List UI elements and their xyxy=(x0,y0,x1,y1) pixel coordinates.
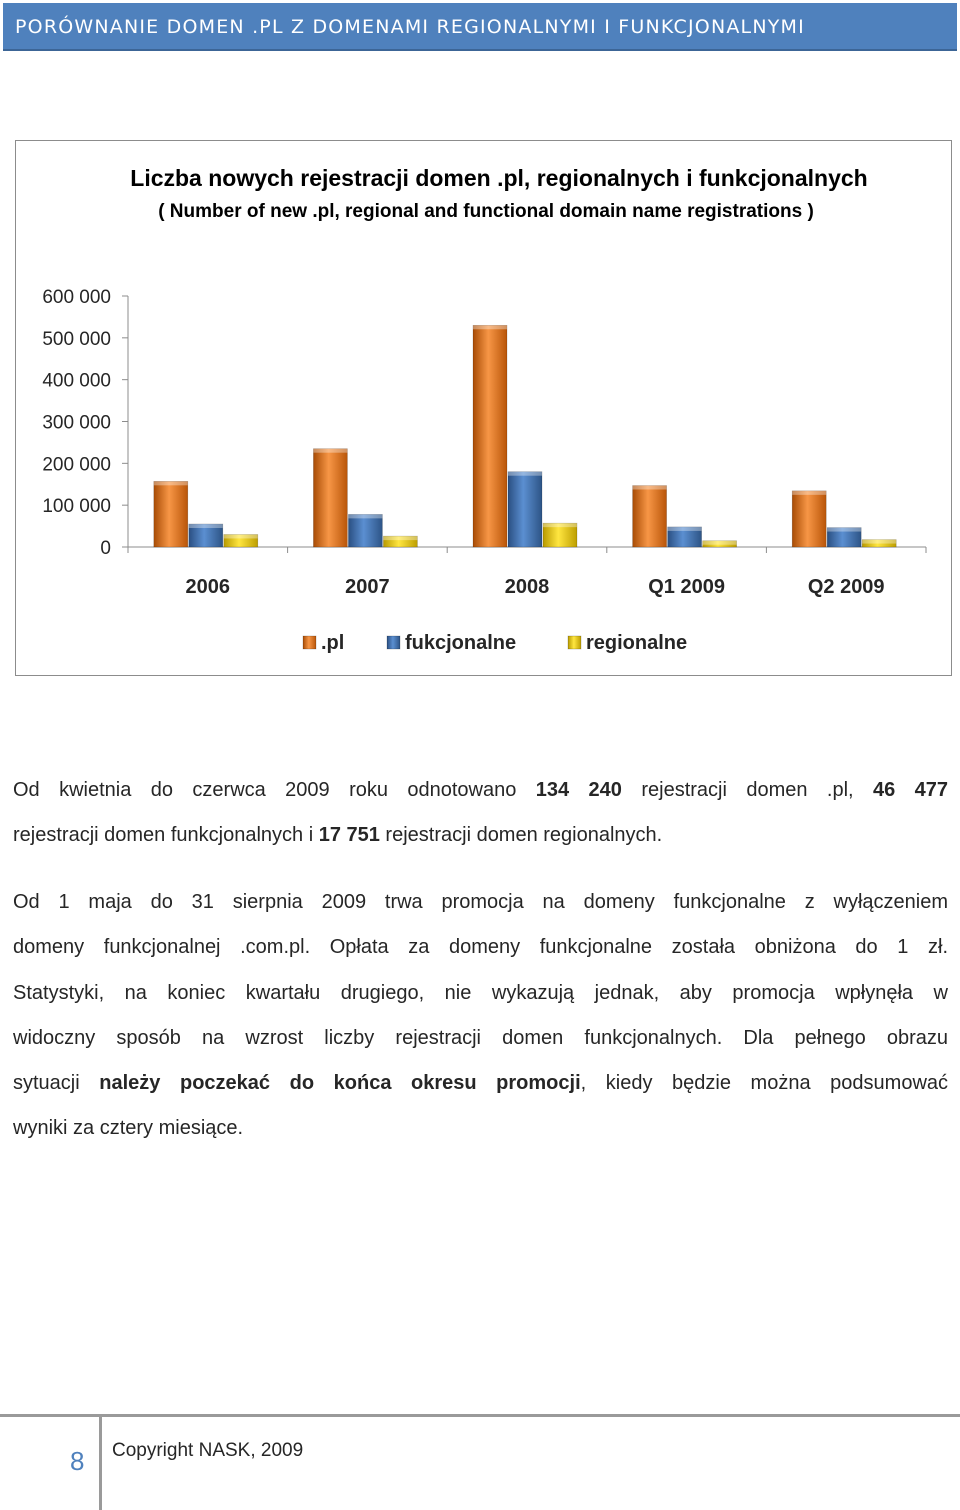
y-tick-label: 300 000 xyxy=(42,412,111,434)
text-run: rejestracji domen regionalnych. xyxy=(379,824,663,846)
bar xyxy=(633,486,667,547)
bar-top-highlight xyxy=(348,514,382,518)
bar xyxy=(703,541,737,547)
section-title: PORÓWNANIE DOMEN .PL Z DOMENAMI REGIONALNYMI I FUNKCJONALNYMI xyxy=(15,16,805,38)
legend-swatch xyxy=(303,636,316,649)
bar-top-highlight xyxy=(633,486,667,490)
regional-registrations-count: 17 751 xyxy=(318,824,380,846)
bar xyxy=(543,523,577,547)
bar-top-highlight xyxy=(189,524,223,528)
bar-top-highlight xyxy=(383,536,417,540)
functional-registrations-count: 46 477 xyxy=(872,779,949,801)
paragraph-promo-line-3: Statystyki, na koniec kwartału drugiego, nie wykazują jednak, aby promocja wpłynęła w xyxy=(13,982,948,1004)
paragraph-summary-line-1 xyxy=(13,778,948,802)
legend-swatch xyxy=(387,636,400,649)
paragraph-promo-line-4: widoczny sposób na wzrost liczby rejestracji domen funkcjonalnych. Dla pełnego obrazu xyxy=(13,1027,948,1049)
y-tick-label: 500 000 xyxy=(42,328,111,350)
bar-top-highlight xyxy=(668,527,702,531)
bar xyxy=(224,534,258,547)
footer-vertical-divider xyxy=(99,1417,102,1510)
x-tick-label: 2006 xyxy=(185,576,231,598)
bar xyxy=(473,325,507,547)
bar-body xyxy=(473,325,507,547)
paragraph-promo-line-6: wyniki za cztery miesiące. xyxy=(13,1117,244,1139)
bar-body xyxy=(348,514,382,547)
bar-chart xyxy=(16,141,951,675)
bar-top-highlight xyxy=(154,481,188,485)
bar xyxy=(313,449,347,547)
paragraph-summary-line-2 xyxy=(13,823,948,847)
bar-top-highlight xyxy=(703,541,737,545)
paragraph-promo-line-1: Od 1 maja do 31 sierpnia 2009 trwa promocja na domeny funkcjonalne z wyłączeniem xyxy=(13,891,948,913)
bar xyxy=(668,527,702,547)
bar-body xyxy=(154,481,188,547)
y-tick-label: 200 000 xyxy=(42,454,111,476)
bar-top-highlight xyxy=(508,472,542,476)
bar xyxy=(508,472,542,547)
legend-label: fukcjonalne xyxy=(405,632,517,654)
footer-divider xyxy=(0,1414,960,1417)
bar-top-highlight xyxy=(827,528,861,532)
bar-top-highlight xyxy=(473,325,507,329)
x-tick-label: Q2 2009 xyxy=(807,576,885,598)
bar-top-highlight xyxy=(543,523,577,527)
bar xyxy=(348,514,382,547)
chart-subtitle: ( Number of new .pl, regional and functional domain name registrations ) xyxy=(158,201,814,222)
x-tick-label: Q1 2009 xyxy=(648,576,725,598)
emphasis-text: należy poczekać do końca okresu promocji xyxy=(99,1072,581,1094)
bar-body xyxy=(633,486,667,547)
y-tick-label: 400 000 xyxy=(42,370,111,392)
x-tick-label: 2008 xyxy=(504,576,550,598)
bar-body xyxy=(508,472,542,547)
text-run: , kiedy będzie można podsumować xyxy=(580,1072,949,1094)
copyright-text: Copyright NASK, 2009 xyxy=(112,1440,304,1461)
x-tick-label: 2007 xyxy=(345,576,390,598)
bar-top-highlight xyxy=(224,534,258,538)
legend-item xyxy=(568,632,687,654)
legend-label: .pl xyxy=(321,632,345,654)
legend-swatch xyxy=(568,636,581,649)
legend-item xyxy=(303,632,344,654)
chart-title: Liczba nowych rejestracji domen .pl, regionalnych i funkcjonalnych xyxy=(130,165,868,191)
text-run: Od kwietnia do czerwca 2009 roku odnotowano xyxy=(13,779,536,801)
paragraph-promo-line-5 xyxy=(13,1071,948,1095)
y-tick-label: 100 000 xyxy=(42,496,111,518)
bar-top-highlight xyxy=(862,540,896,544)
bar xyxy=(154,481,188,547)
y-tick-label: 0 xyxy=(100,538,111,559)
pl-registrations-count: 134 240 xyxy=(535,779,622,801)
text-run: rejestracji domen funkcjonalnych i xyxy=(13,824,319,846)
bar-top-highlight xyxy=(313,449,347,453)
bar-body xyxy=(313,449,347,547)
paragraph-promo-line-2: domeny funkcjonalnej .com.pl. Opłata za domeny funkcjonalne została obniżona do 1 zł. xyxy=(13,936,948,958)
page-number: 8 xyxy=(70,1446,85,1476)
y-tick-label: 600 000 xyxy=(42,287,111,308)
legend-item xyxy=(387,632,516,654)
bar xyxy=(862,540,896,547)
bar xyxy=(827,528,861,547)
text-run: sytuacji xyxy=(13,1072,100,1094)
bar-top-highlight xyxy=(792,491,826,495)
bar-body xyxy=(792,491,826,547)
bar xyxy=(792,491,826,547)
bar xyxy=(383,536,417,547)
chart-frame xyxy=(15,140,952,676)
text-run: rejestracji domen .pl, xyxy=(621,779,873,801)
section-header-bar xyxy=(3,3,957,51)
legend-label: regionalne xyxy=(586,632,688,654)
bar xyxy=(189,524,223,547)
